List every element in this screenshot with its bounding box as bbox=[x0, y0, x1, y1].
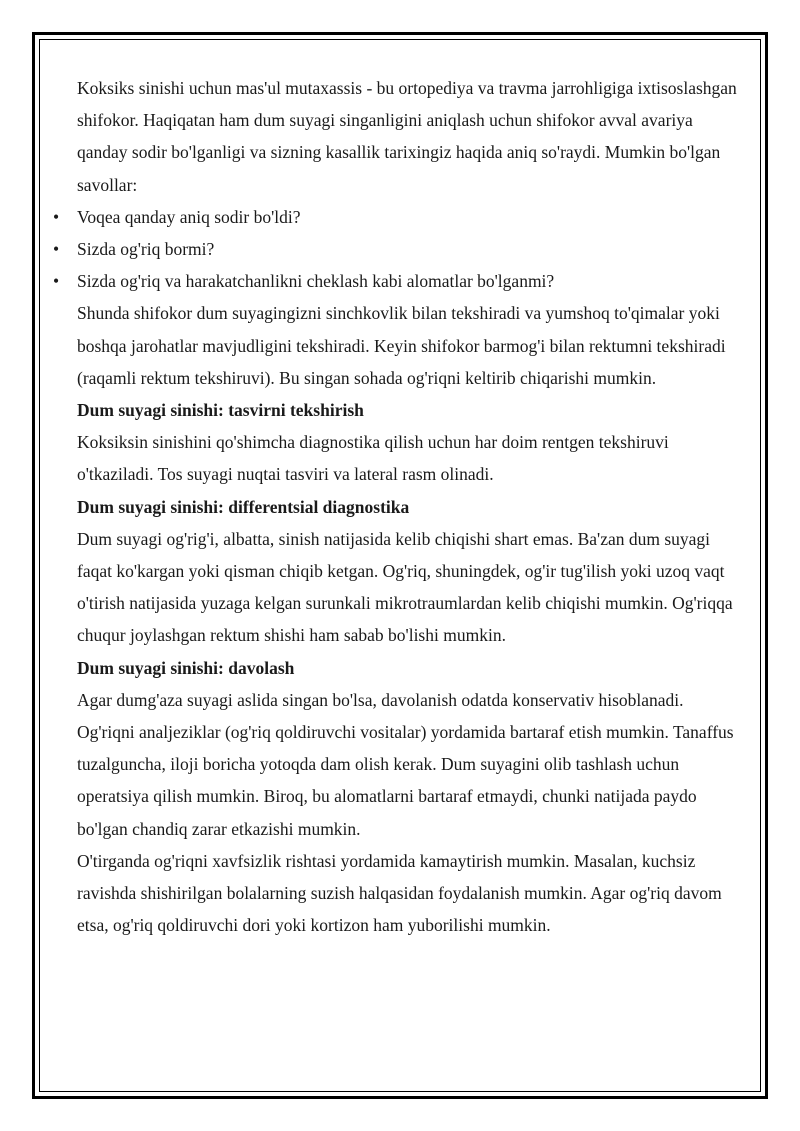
questions-list bbox=[77, 201, 737, 298]
section-heading-treatment: Dum suyagi sinishi: davolash bbox=[77, 657, 295, 678]
question-item: • Sizda og'riq bormi? bbox=[77, 233, 737, 265]
question-item: • Sizda og'riq va harakatchanlikni cheklash kabi alomatlar bo'lganmi? bbox=[77, 265, 737, 297]
sitting-pain-paragraph: O'tirganda og'riqni xavfsizlik rishtasi yordamida kamaytirish mumkin. Masalan, kuchsiz ravishda shishirilgan bolalarning suzish halqasidan foydalanish mumkin. Agar og'riq davom etsa, og'riq qoldiruvchi dori yoki kortizon ham yuborilishi mumkin. bbox=[77, 850, 722, 936]
differential-paragraph: Dum suyagi og'rig'i, albatta, sinish natijasida kelib chiqishi shart emas. Ba'zan dum suyagi faqat ko'kargan yoki qisman chiqib ketgan. Og'riq, shuningdek, og'ir tug'ilish yoki uzoq vaqt o'tirish natijasida yuzaga kelgan surunkali mikrotraumlardan kelib chiqishi mumkin. Og'riqqa chuqur joylashgan rektum shishi ham sabab bo'lishi mumkin. bbox=[77, 528, 733, 646]
section-heading-imaging: Dum suyagi sinishi: tasvirni tekshirish bbox=[77, 400, 364, 421]
exam-paragraph: Shunda shifokor dum suyagingizni sinchkovlik bilan tekshiradi va yumshoq to'qimalar yoki boshqa jarohatlar mavjudligini tekshiradi. Keyin shifokor barmog'i bilan rektumni tekshiradi (raqamli rektum tekshiruvi). Bu singan sohada og'riqni keltirib chiqarishi mumkin. bbox=[77, 303, 726, 388]
section-heading-differential: Dum suyagi sinishi: differentsial diagnostika bbox=[77, 496, 410, 517]
question-item: • Voqea qanday aniq sodir bo'ldi? bbox=[77, 201, 737, 233]
imaging-paragraph: Koksiksin sinishini qo'shimcha diagnostika qilish uchun har doim rentgen tekshiruvi o'tkaziladi. Tos suyagi nuqtai tasviri va lateral rasm olinadi. bbox=[77, 432, 669, 485]
treatment-paragraph: Agar dumg'aza suyagi aslida singan bo'lsa, davolanish odatda konservativ hisoblanadi. Og'riqni analjeziklar (og'riq qoldiruvchi vositalar) yordamida bartaraf etish mumkin. Tanaffus tuzalguncha, iloji boricha yotoqda dam olish kerak. Dum suyagini olib tashlash uchun operatsiya qilish mumkin. Biroq, bu alomatlarni bartaraf etmaydi, chunki natijada paydo bo'lgan chandiq zarar etkazishi mumkin. bbox=[77, 689, 734, 839]
document-body bbox=[77, 72, 737, 941]
intro-paragraph: Koksiks sinishi uchun mas'ul mutaxassis - bu ortopediya va travma jarrohligiga ixtisoslashgan shifokor. Haqiqatan ham dum suyagi singanligini aniqlash uchun shifokor avval avariya qanday sodir bo'lganligi va sizning kasallik tarixingiz haqida aniq so'raydi. Mumkin bo'lgan savollar: bbox=[77, 78, 737, 195]
